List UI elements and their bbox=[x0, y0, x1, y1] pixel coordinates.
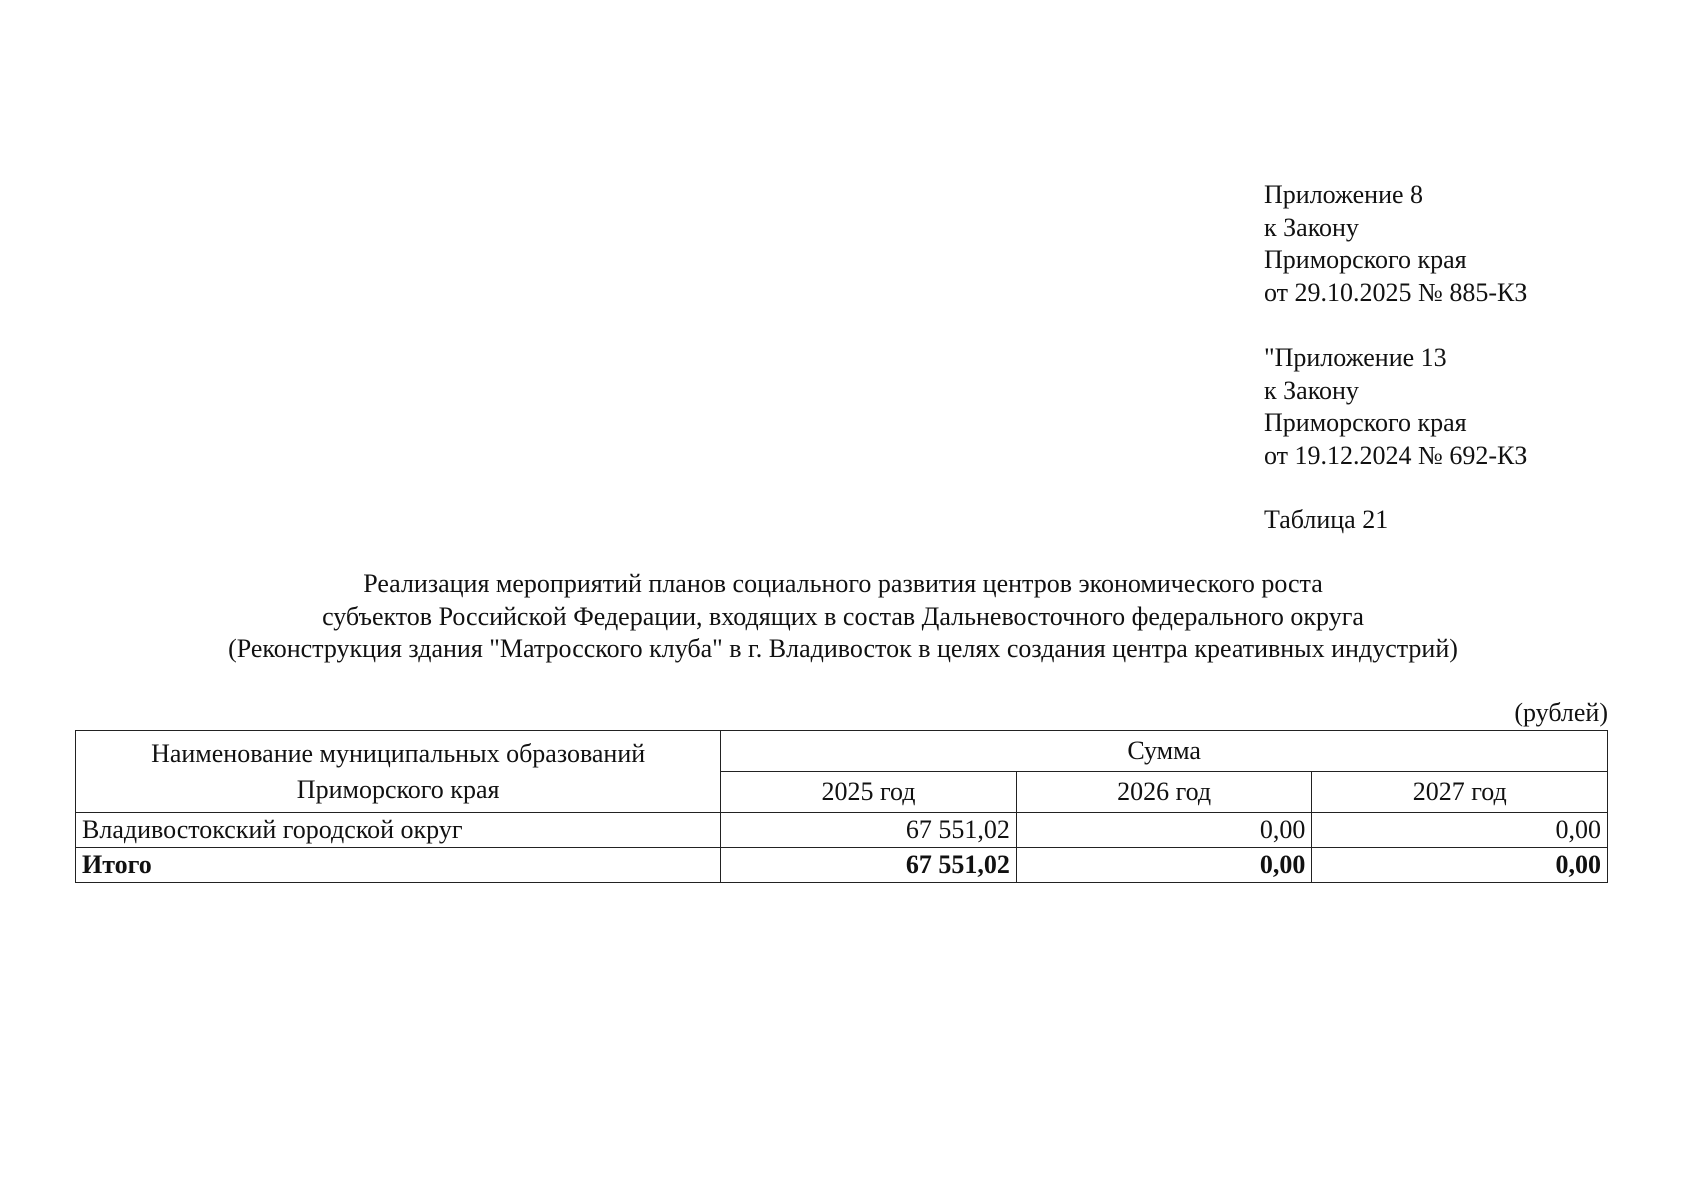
appendix-amended-line-2: к Закону bbox=[1264, 375, 1359, 405]
total-value-2025: 67 551,02 bbox=[721, 848, 1017, 883]
total-label: Итого bbox=[76, 848, 721, 883]
table-row bbox=[76, 813, 1608, 848]
title-line-3: (Реконструкция здания "Матросского клуба" в г. Владивосток в целях создания центра креативных индустрий) bbox=[228, 634, 1458, 663]
allocation-table bbox=[75, 730, 1608, 883]
appendix-current-line-4: от 29.10.2025 № 885-КЗ bbox=[1264, 277, 1528, 307]
table-header-row-1 bbox=[76, 731, 1608, 772]
row-municipality-name: Владивостокский городской округ bbox=[76, 813, 721, 848]
document-title bbox=[75, 568, 1611, 666]
header-year-2026: 2026 год bbox=[1016, 772, 1312, 813]
title-line-1: Реализация мероприятий планов социального развития центров экономического роста bbox=[363, 569, 1323, 598]
appendix-amended-line-4: от 19.12.2024 № 692-КЗ bbox=[1264, 440, 1528, 470]
total-value-2027: 0,00 bbox=[1312, 848, 1608, 883]
table-total-row bbox=[76, 848, 1608, 883]
row-value-2025: 67 551,02 bbox=[721, 813, 1017, 848]
appendix-current-line-3: Приморского края bbox=[1264, 245, 1467, 274]
title-line-2: субъектов Российской Федерации, входящих в состав Дальневосточного федерального округа bbox=[322, 601, 1364, 631]
appendix-amended-block bbox=[1264, 342, 1527, 472]
header-municipality: Наименование муниципальных образований Приморского края bbox=[76, 731, 721, 813]
total-value-2026: 0,00 bbox=[1016, 848, 1312, 883]
appendix-amended-line-1: "Приложение 13 bbox=[1264, 343, 1447, 372]
units-label: (рублей) bbox=[1514, 698, 1608, 727]
appendix-current-line-2: к Закону bbox=[1264, 212, 1359, 242]
row-value-2027: 0,00 bbox=[1312, 813, 1608, 848]
row-value-2026: 0,00 bbox=[1016, 813, 1312, 848]
header-sum: Сумма bbox=[721, 731, 1608, 772]
appendix-current-line-1: Приложение 8 bbox=[1264, 180, 1424, 209]
header-year-2025: 2025 год bbox=[721, 772, 1017, 813]
appendix-current-block bbox=[1264, 179, 1527, 309]
appendix-amended-line-3: Приморского края bbox=[1264, 408, 1467, 437]
table-number: Таблица 21 bbox=[1264, 505, 1389, 534]
header-year-2027: 2027 год bbox=[1312, 772, 1608, 813]
